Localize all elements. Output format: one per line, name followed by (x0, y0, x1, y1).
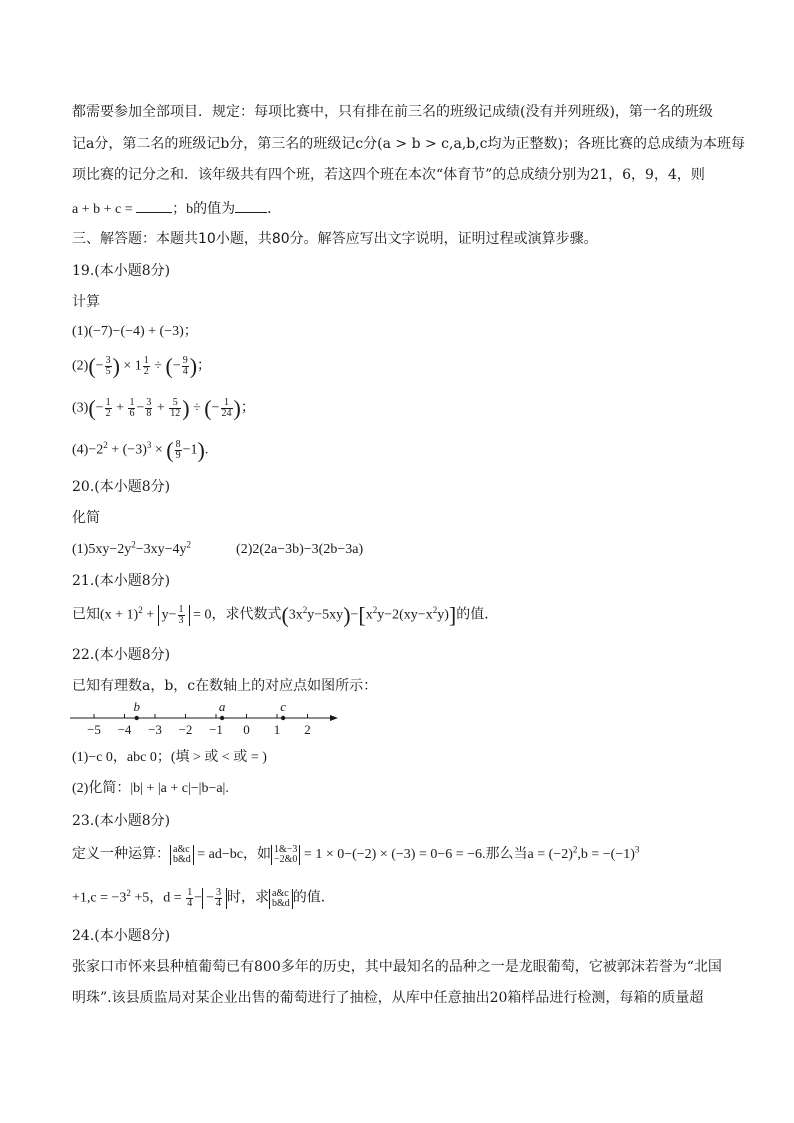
answer-blank-sum[interactable] (136, 198, 172, 213)
number-line-tick-label: 0 (243, 722, 250, 737)
q23-line-2: $+1,c = -3^2 +5$，d = $\frac{1}{4}$ − − $\frac{3}{4}$ 时，求 a&c b&d 的值． (72, 887, 335, 909)
q22-intro: 已知有理数a，b，c在数轴上的对应点如图所示： (72, 678, 378, 694)
q18-line-4 (72, 198, 724, 220)
q21-given: 已知(x + 1) (72, 607, 139, 623)
q19-part-4-label: (4)−2 (72, 442, 104, 458)
number-line-tick-label: 1 (273, 722, 281, 737)
q23-l2b: +5，d = (130, 890, 186, 906)
section-3-heading: 三、解答题：本题共10小题，共80分。解答应写出文字说明，证明过程或演算步骤。 (72, 231, 598, 247)
q22-part-1: (1)−c 0，abc 0；(填 > 或 < 或 = ) (72, 750, 267, 765)
number-line-tick-label: −2 (178, 722, 193, 737)
q23-l2c: 时，求 (227, 890, 270, 906)
q19-part-2: (2)(− $\frac{3}{5}$ ) × 1 $\frac{1}{2}$ ÷ (− $\frac{9}{4}$ )； (72, 353, 212, 379)
q19-part-4-rest: + (−3) (107, 442, 147, 458)
q18-b-label: ；b的值为 (172, 202, 236, 217)
q20-header: 20.(本小题8分) (72, 479, 171, 495)
q23-mid2: = 1 × 0−(−2) × (−3) = 0−6 = −6.那么当a = (−2) (300, 847, 573, 863)
q18-line-2: 记a分，第二名的班级记b分，第三名的班级记c分(a > b > c,a,b,c均为正整数)；各班比赛的总成绩为本班每 (72, 136, 745, 152)
q23-mid: = ad−bc，如 (193, 847, 271, 863)
q18-period: ． (267, 202, 282, 217)
q24-header: 24.(本小题8分) (72, 928, 171, 944)
q19-part-3: (3)(− $\frac{1}{2}$ + $\frac{1}{6}$ − $\frac{3}{8}$ + $\frac{5}{12}$ ) ÷ (− $\frac{1}{24}$ )； (72, 395, 255, 421)
number-line-tick-label: −3 (148, 722, 162, 737)
q19-header: 19.(本小题8分) (72, 263, 171, 279)
q23-l2d: 的值． (292, 890, 335, 906)
q21-header: 21.(本小题8分) (72, 573, 171, 589)
number-line-tick-label: −4 (117, 722, 132, 737)
q19-part-4-times: × (151, 442, 167, 458)
number-line-point-b (135, 716, 139, 720)
number-line-point-a (220, 716, 224, 720)
arrow-right-icon (330, 715, 338, 721)
q19-part-2-label: (2) (72, 358, 89, 374)
q20-part-2: (2)2(2a−3b)−3(2b−3a) (236, 542, 364, 557)
q20-part-1: (1)5xy−2y (72, 542, 132, 557)
q21-post: 的值． (456, 607, 499, 623)
number-line (66, 700, 346, 740)
q22-header: 22.(本小题8分) (72, 647, 171, 663)
q21-body: 已知$(x + 1)^2 + y-$ $\frac{1}{3}$ = 0，求代数式$(3x^2y-5xy)-[x^2y-2(xy-x^2y)]$的值． (72, 602, 499, 628)
number-line-point-label-b: b (133, 700, 140, 714)
q19-part-1: (1)(−7)−(−4) + (−3)； (72, 324, 198, 339)
q23-mid3: ,b = −(−1) (577, 847, 635, 863)
q22-part-2: (2)化简：|b| + |a + c|−|b−a|. (72, 781, 229, 796)
number-line-tick-label: 2 (304, 722, 311, 737)
q23-line-1: 定义一种运算： a&c b&d = ad−bc，如 1&−3 −2&0 = 1 × 0−(−2) × (−3) = 0−6 = −6.那么当$a = (-2)^2,b = -(-1)^3$ (72, 844, 640, 865)
q24-line-1: 张家口市怀来县种植葡萄已有800多年的历史，其中最知名的品种之一是龙眼葡萄，它被郭沫若誉为“北国 (72, 959, 722, 975)
number-line-point-label-a: a (218, 700, 226, 714)
determinant-abcd-2: a&c b&d (269, 889, 293, 909)
number-line-tick-label: −1 (209, 722, 223, 737)
q18-line-1: 都需要参加全部项目．规定：每项比赛中，只有排在前三名的班级记成绩(没有并列班级)，第一名的班级 (72, 104, 713, 120)
q23-header: 23.(本小题8分) (72, 813, 171, 829)
number-line-tick-label: −5 (87, 722, 101, 737)
q19-part-4: $(4)-2^2 + (-3)^3$ × ( $\frac{8}{9}$ −1). (72, 437, 209, 463)
q23-pre: 定义一种运算： (72, 847, 170, 863)
number-line-point-label-c: c (280, 700, 286, 714)
q19-instruction: 计算 (72, 294, 100, 310)
q24-line-2: 明珠”.该县质监局对某企业出售的葡萄进行了抽检，从库中任意抽出20箱样品进行检测，每箱的质量超 (72, 990, 704, 1006)
q18-sum-label: a + b + c = (72, 202, 133, 217)
q18-line-3: 项比赛的记分之和．该年级共有四个班，若这四个班在本次“体育节”的总成绩分别为21，6，9，4，则 (72, 167, 705, 183)
number-line-point-c (281, 716, 285, 720)
q21-mid: = 0，求代数式 (189, 607, 282, 623)
q20-parts: $(1)5xy-2y^2-3xy-4y^2$ (2)2(2a−3b)−3(2b−3a) (72, 539, 364, 557)
q23-l2a: +1,c = −3 (72, 890, 127, 906)
determinant-example: 1&−3 −2&0 (271, 845, 300, 865)
q20-part-1-rest: −3xy−4y (135, 542, 187, 557)
q19-part-3-label: (3) (72, 400, 89, 416)
determinant-abcd: a&c b&d (170, 845, 194, 865)
q20-instruction: 化简 (72, 510, 100, 526)
answer-blank-b[interactable] (235, 198, 267, 213)
